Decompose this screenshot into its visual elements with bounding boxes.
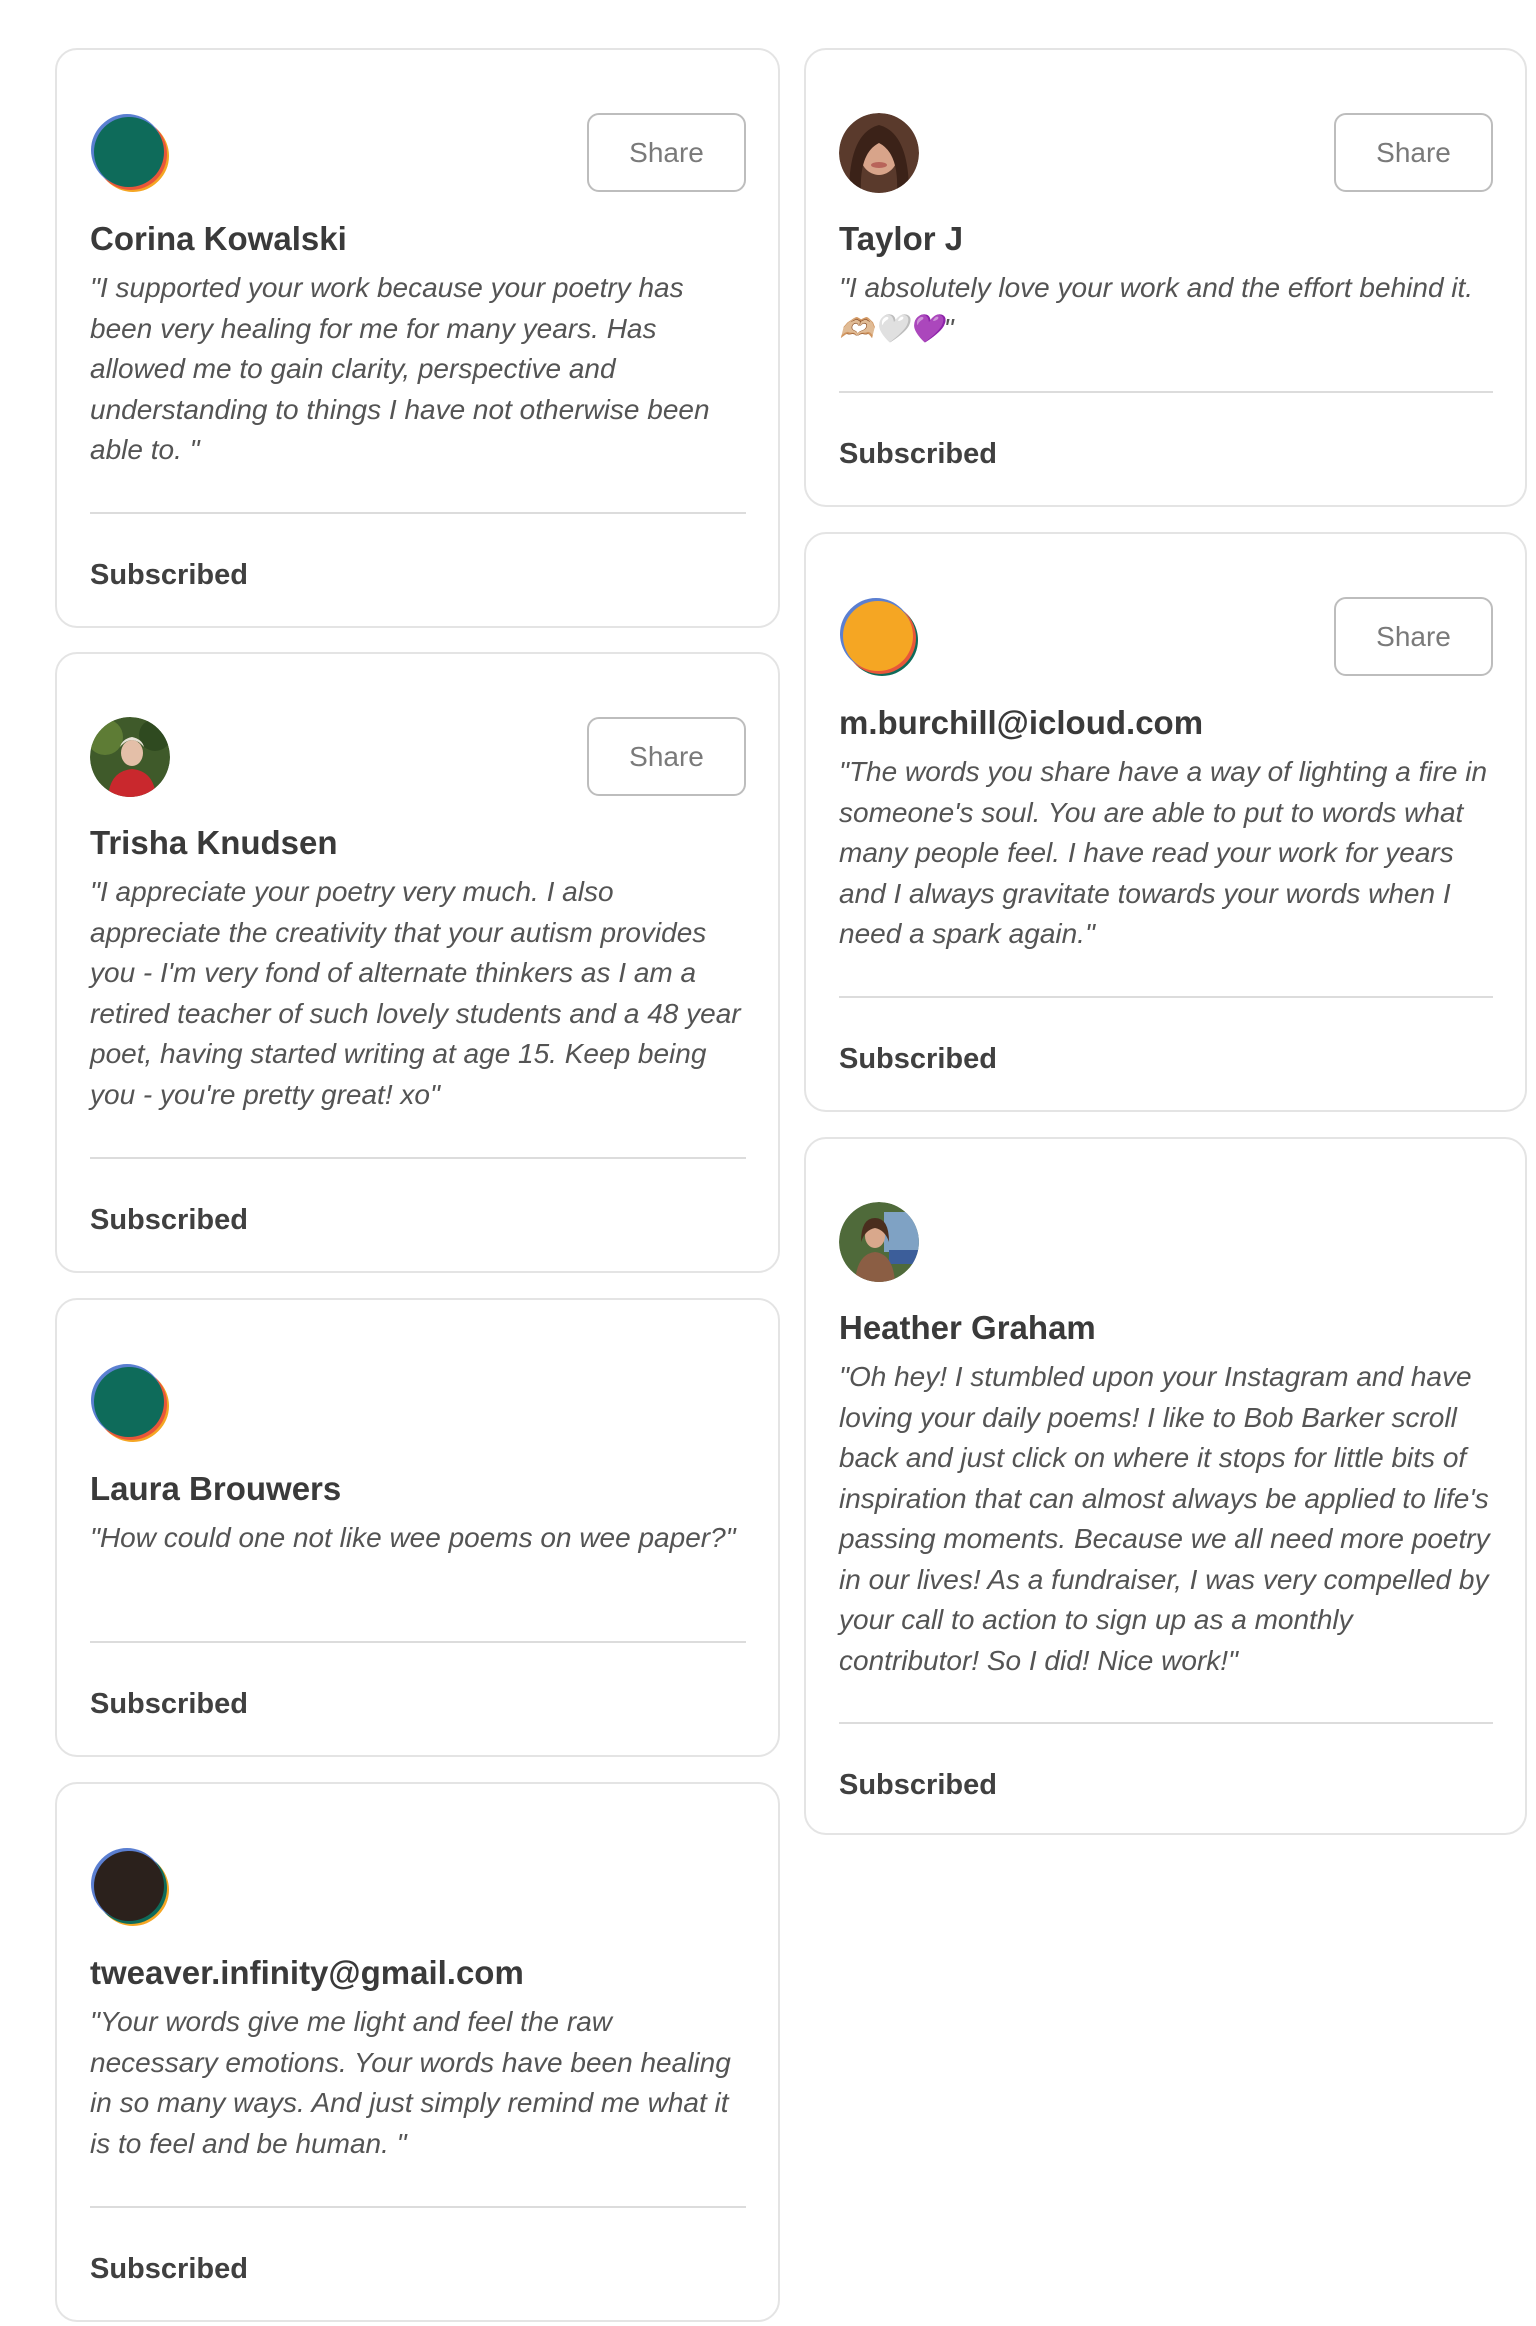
supporter-name: Trisha Knudsen (90, 824, 338, 861)
subscription-status: Subscribed (90, 559, 248, 591)
share-button[interactable]: Share (587, 113, 746, 192)
logo-avatar-green-icon (90, 113, 170, 193)
supporter-quote: "I absolutely love your work and the effort behind it. 🫶🏼🤍💜" (839, 272, 1474, 344)
divider (90, 512, 746, 514)
share-button[interactable]: Share (587, 717, 746, 796)
supporter-quote: "The words you share have a way of lighting a fire in someone's soul. You are able to put to words what many people feel. I have read your work for years and I always gravitate towards your words when I need a spark again." (839, 756, 1488, 949)
share-button[interactable]: Share (1334, 113, 1493, 192)
logo-avatar-orange-icon (839, 597, 919, 677)
subscription-status: Subscribed (90, 1204, 248, 1236)
supporter-name: m.burchill@icloud.com (839, 704, 1204, 741)
photo-avatar-icon (90, 717, 170, 797)
divider (839, 1722, 1493, 1724)
logo-avatar-dark-icon (90, 1847, 170, 1927)
supporter-quote: "Your words give me light and feel the raw necessary emotions. Your words have been healing in so many ways. And just simply remind me what it is to feel and be human. " (90, 2006, 731, 2159)
subscription-status: Subscribed (839, 438, 997, 470)
supporter-card (804, 532, 1527, 1112)
divider (90, 1157, 746, 1159)
supporter-card (804, 48, 1527, 507)
photo-avatar-icon (839, 113, 919, 193)
supporter-card (55, 1298, 780, 1757)
share-button[interactable]: Share (1334, 597, 1493, 676)
photo-avatar-icon (839, 1202, 919, 1282)
divider (90, 2206, 746, 2208)
supporter-card (55, 1782, 780, 2322)
supporter-quote: "I supported your work because your poetry has been very healing for me for many years. Has allowed me to gain clarity, perspective and understanding to things I have not otherwise been able to. " (90, 272, 710, 465)
subscription-status: Subscribed (839, 1043, 997, 1075)
supporter-name: Heather Graham (839, 1309, 1096, 1346)
supporter-name: Taylor J (839, 220, 964, 257)
supporter-card (55, 652, 780, 1273)
supporter-card (804, 1137, 1527, 1835)
subscription-status: Subscribed (90, 2253, 248, 2285)
supporter-name: Corina Kowalski (90, 220, 347, 257)
supporter-quote: "I appreciate your poetry very much. I also appreciate the creativity that your autism provides you - I'm very fond of alternate thinkers as I am a retired teacher of such lovely students and a 48 year poet, having started writing at age 15. Keep being you - you're pretty great! xo" (90, 876, 741, 1110)
divider (90, 1641, 746, 1643)
supporter-card (55, 48, 780, 628)
supporter-name: Laura Brouwers (90, 1470, 342, 1507)
divider (839, 996, 1493, 998)
logo-avatar-green-icon (90, 1363, 170, 1443)
supporter-quote: "Oh hey! I stumbled upon your Instagram and have loving your daily poems! I like to Bob Barker scroll back and just click on where it stops for little bits of inspiration that can almost always be applied to life's passing moments. Because we all need more poetry in our lives! As a fundraiser, I was very compelled by your call to action to sign up as a monthly contributor! So I did! Nice work!" (839, 1361, 1490, 1676)
divider (839, 391, 1493, 393)
supporter-name: tweaver.infinity@gmail.com (90, 1954, 524, 1991)
subscription-status: Subscribed (839, 1769, 997, 1801)
subscription-status: Subscribed (90, 1688, 248, 1720)
supporter-quote: "How could one not like wee poems on wee paper?" (90, 1522, 736, 1553)
